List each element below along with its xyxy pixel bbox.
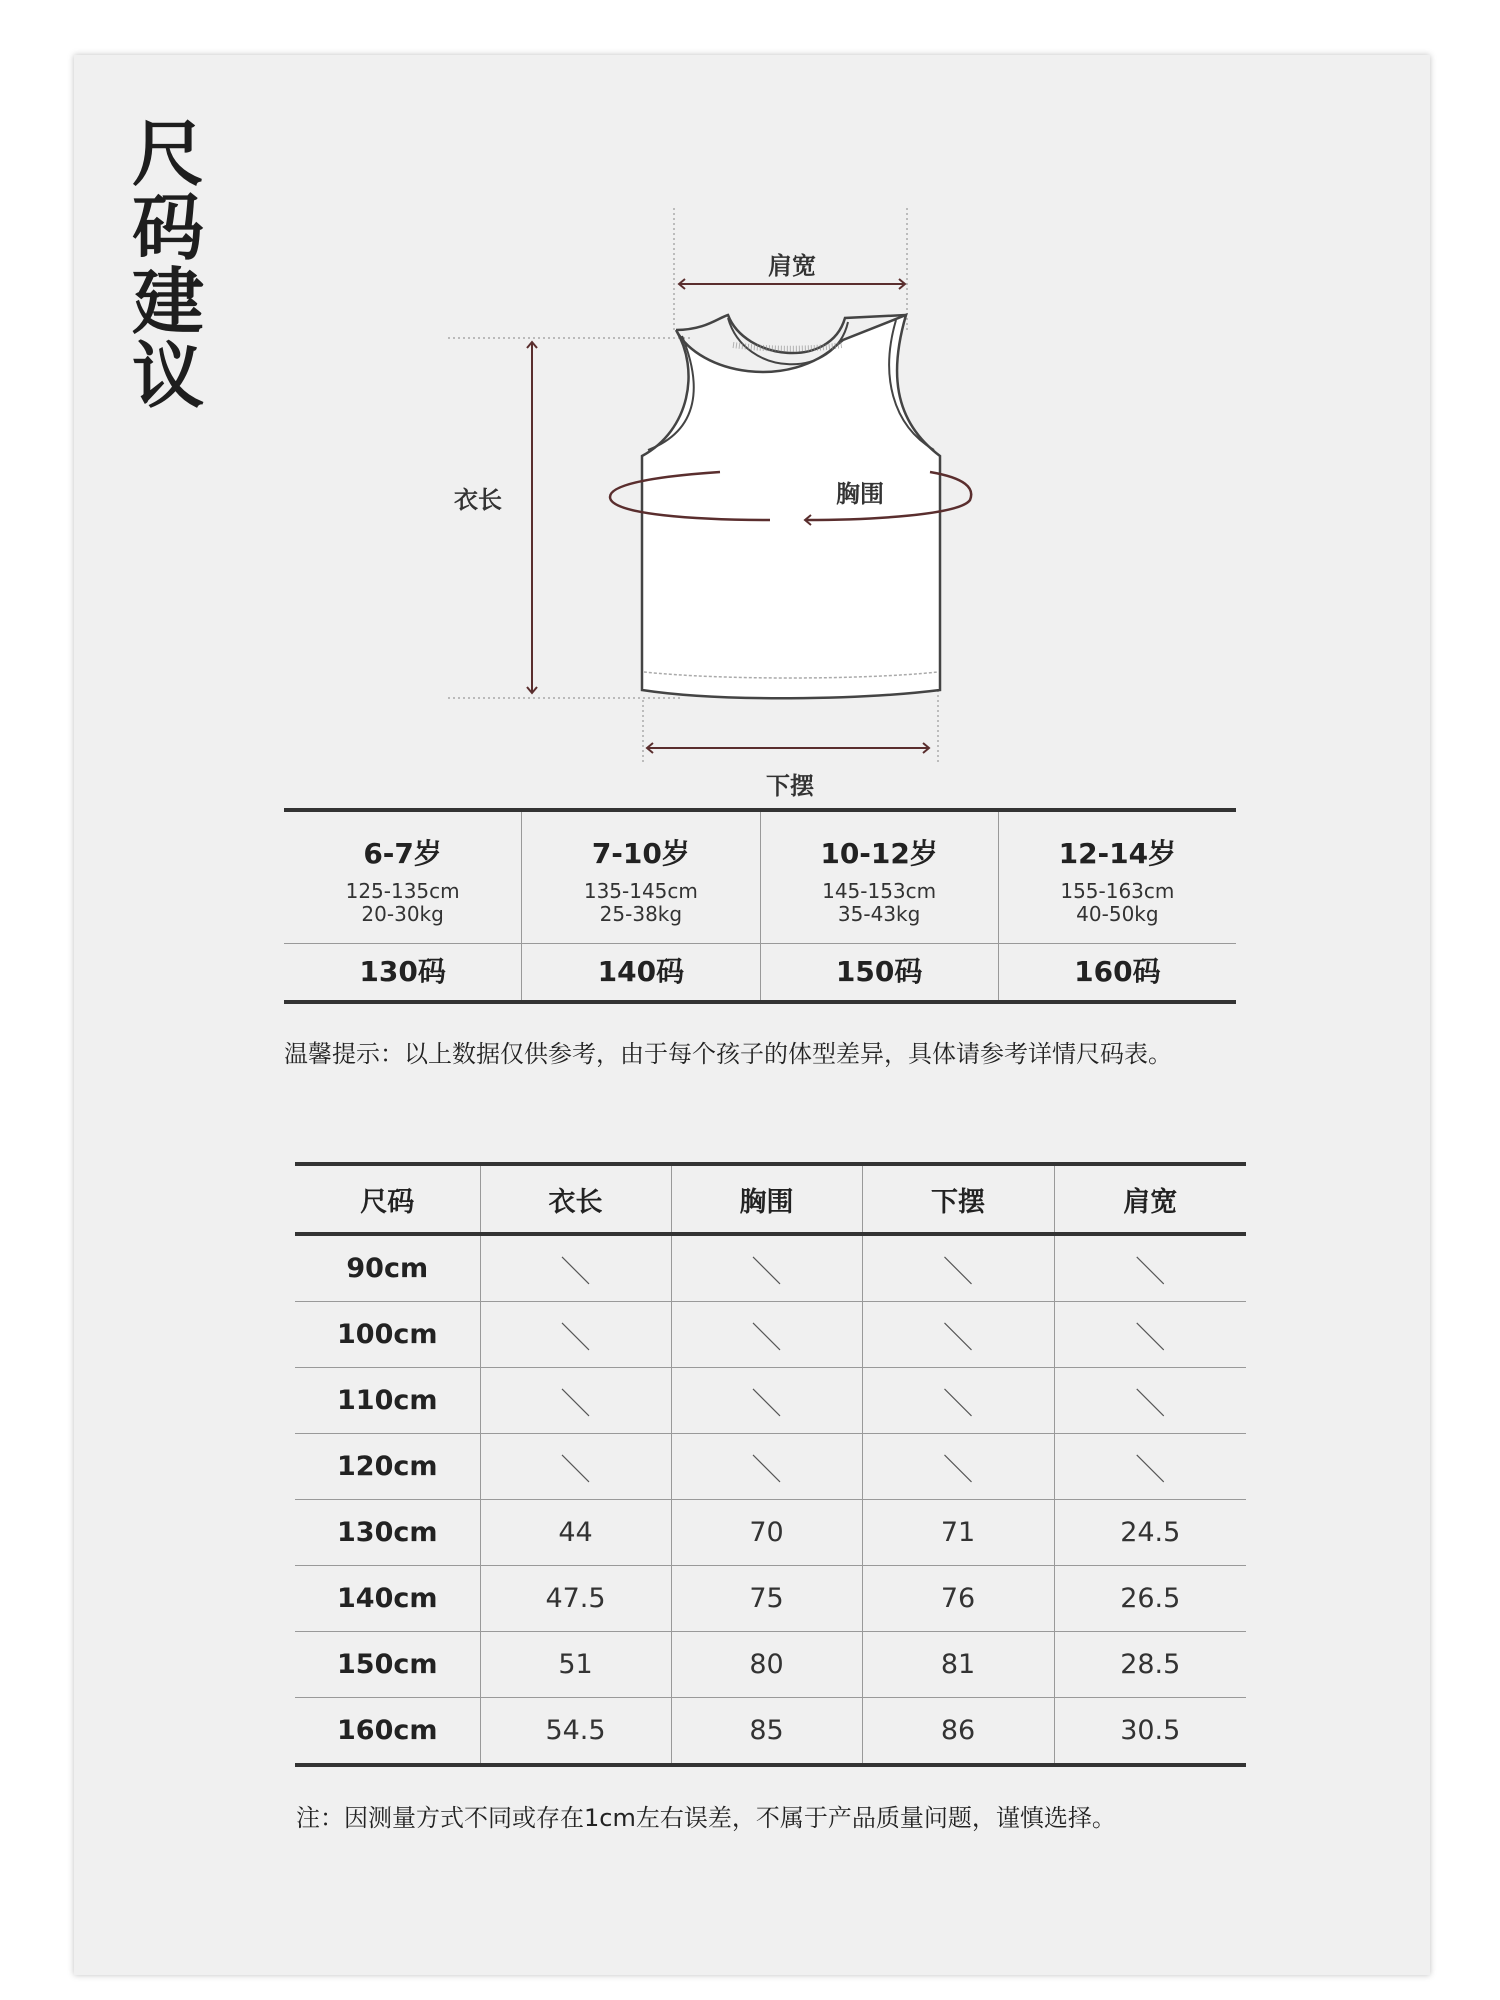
not-available-mark: ＼ <box>751 1254 782 1290</box>
table-row <box>295 1566 1246 1632</box>
table-row <box>295 1698 1246 1766</box>
size-cell: 160cm <box>295 1698 480 1766</box>
recommended-size: 160码 <box>1074 955 1161 988</box>
measure-cell: 28.5 <box>1054 1632 1246 1698</box>
measure-cell: 85 <box>671 1698 862 1766</box>
weight-range: 25-38kg <box>599 902 683 926</box>
measure-cell <box>480 1434 671 1500</box>
measure-cell: 47.5 <box>480 1566 671 1632</box>
recommended-size-row <box>284 943 1236 1000</box>
table-row <box>295 1500 1246 1566</box>
age-range: 6-7岁 <box>363 837 442 870</box>
table-header-row <box>295 1164 1246 1234</box>
chest-label: 胸围 <box>836 480 884 508</box>
age-cell <box>284 812 522 943</box>
measure-cell <box>1054 1434 1246 1500</box>
measure-cell <box>480 1368 671 1434</box>
not-available-mark: ＼ <box>1135 1386 1166 1422</box>
shoulder-width-label: 肩宽 <box>768 252 816 280</box>
age-cell <box>522 812 760 943</box>
title-char: 建 <box>132 260 205 344</box>
measure-cell <box>671 1368 862 1434</box>
table-row <box>295 1434 1246 1500</box>
measure-cell <box>671 1302 862 1368</box>
not-available-mark: ＼ <box>943 1452 973 1488</box>
measure-cell <box>1054 1234 1246 1302</box>
hem-label: 下摆 <box>766 772 814 800</box>
tank-top-outline <box>642 315 940 698</box>
not-available-mark: ＼ <box>560 1254 591 1290</box>
measure-cell: 30.5 <box>1054 1698 1246 1766</box>
recommended-size: 150码 <box>761 944 999 1000</box>
title-char: 议 <box>132 334 205 418</box>
measure-cell: 70 <box>671 1500 862 1566</box>
table-row <box>295 1632 1246 1698</box>
measure-cell: 81 <box>862 1632 1054 1698</box>
measure-cell <box>862 1368 1054 1434</box>
title-char: 尺 <box>132 112 205 196</box>
table-row <box>295 1368 1246 1434</box>
length-label: 衣长 <box>454 486 502 514</box>
recommended-size: 140码 <box>522 944 760 1000</box>
measure-cell <box>1054 1368 1246 1434</box>
tip-text: 温馨提示：以上数据仅供参考，由于每个孩子的体型差异，具体请参考详情尺码表。 <box>284 1040 1172 1068</box>
measure-cell <box>480 1234 671 1302</box>
not-available-mark: ＼ <box>751 1320 782 1356</box>
table-row <box>295 1234 1246 1302</box>
measure-cell: 51 <box>480 1632 671 1698</box>
age-range: 12-14岁 <box>1058 837 1177 870</box>
age-size-table <box>284 808 1236 1004</box>
measure-cell: 75 <box>671 1566 862 1632</box>
weight-range: 35-43kg <box>837 902 921 926</box>
table-row <box>295 1302 1246 1368</box>
not-available-mark: ＼ <box>751 1386 782 1422</box>
note-text: 注：因测量方式不同或存在1cm左右误差，不属于产品质量问题，谨慎选择。 <box>296 1804 1116 1832</box>
size-cell: 100cm <box>295 1302 480 1368</box>
age-range: 10-12岁 <box>820 837 938 870</box>
measure-cell: 24.5 <box>1054 1500 1246 1566</box>
size-measurement-table <box>295 1162 1246 1767</box>
not-available-mark: ＼ <box>560 1386 591 1422</box>
age-range: 7-10岁 <box>591 837 690 870</box>
measure-cell <box>1054 1302 1246 1368</box>
size-cell: 140cm <box>295 1566 480 1632</box>
size-cell: 120cm <box>295 1434 480 1500</box>
measure-cell: 76 <box>862 1566 1054 1632</box>
age-cell <box>999 812 1236 943</box>
not-available-mark: ＼ <box>1135 1452 1166 1488</box>
measure-cell <box>480 1302 671 1368</box>
size-cell: 130cm <box>295 1500 480 1566</box>
header-shoulder: 肩宽 <box>1123 1186 1178 1218</box>
header-chest: 胸围 <box>671 1164 862 1234</box>
size-cell: 110cm <box>295 1368 480 1434</box>
measure-cell: 71 <box>862 1500 1054 1566</box>
header-size: 尺码 <box>295 1164 480 1234</box>
not-available-mark: ＼ <box>943 1254 973 1290</box>
measure-cell <box>862 1234 1054 1302</box>
height-range: 155-163cm <box>1060 879 1175 903</box>
not-available-mark: ＼ <box>560 1452 591 1488</box>
height-range: 135-145cm <box>583 879 698 903</box>
age-cell <box>761 812 999 943</box>
age-row <box>284 812 1236 943</box>
measure-cell <box>862 1434 1054 1500</box>
not-available-mark: ＼ <box>1135 1320 1166 1356</box>
not-available-mark: ＼ <box>560 1320 591 1356</box>
not-available-mark: ＼ <box>751 1452 782 1488</box>
header-length: 衣长 <box>480 1164 671 1234</box>
measure-cell <box>671 1234 862 1302</box>
size-cell: 150cm <box>295 1632 480 1698</box>
title-char: 码 <box>132 186 205 270</box>
measure-cell: 86 <box>862 1698 1054 1766</box>
not-available-mark: ＼ <box>943 1320 973 1356</box>
measure-cell <box>671 1434 862 1500</box>
measure-cell: 54.5 <box>480 1698 671 1766</box>
header-hem: 下摆 <box>862 1164 1054 1234</box>
measure-cell: 44 <box>480 1500 671 1566</box>
size-cell: 90cm <box>295 1234 480 1302</box>
measure-cell: 26.5 <box>1054 1566 1246 1632</box>
measure-cell <box>862 1302 1054 1368</box>
height-range: 145-153cm <box>822 879 937 903</box>
tank-top-diagram <box>0 0 1500 800</box>
weight-range: 40-50kg <box>1076 902 1159 926</box>
measure-cell: 80 <box>671 1632 862 1698</box>
not-available-mark: ＼ <box>1135 1254 1166 1290</box>
weight-range: 20-30kg <box>361 902 444 926</box>
height-range: 125-135cm <box>345 879 460 903</box>
not-available-mark: ＼ <box>943 1386 973 1422</box>
recommended-size: 130码 <box>284 944 522 1000</box>
